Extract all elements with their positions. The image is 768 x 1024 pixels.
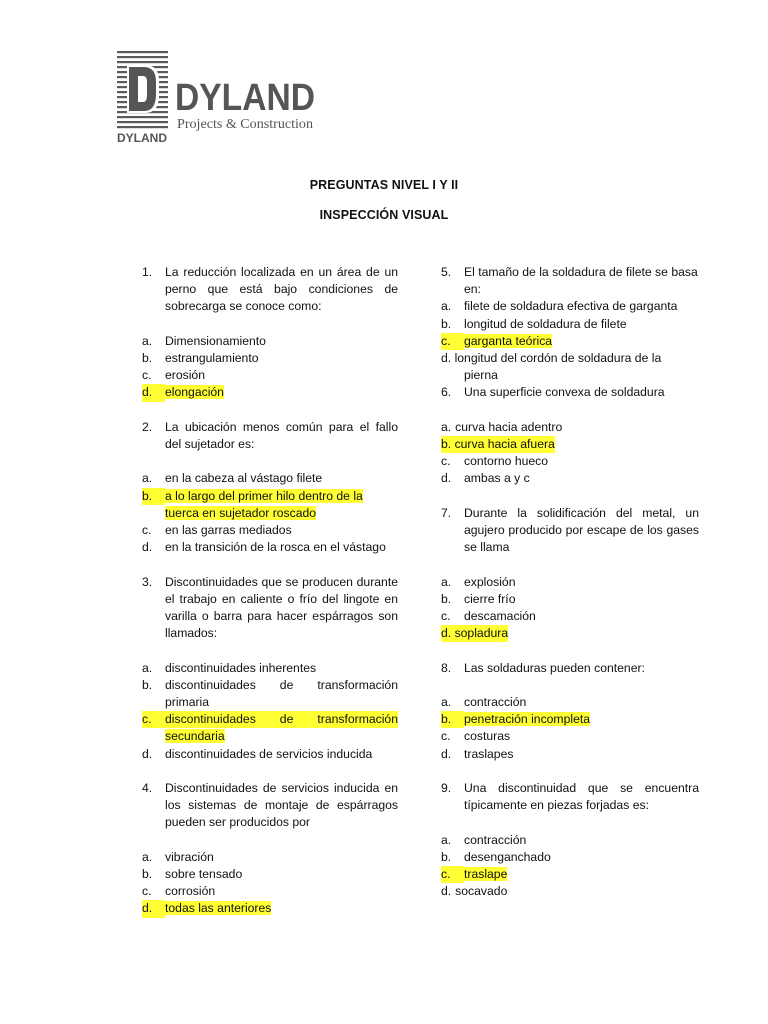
option-text: contracción bbox=[464, 695, 527, 709]
option-text-highlighted: garganta teórica bbox=[464, 333, 553, 348]
option-letter: d. bbox=[441, 746, 452, 761]
option-letter: d. bbox=[441, 884, 452, 899]
logo-brand: DYLAND bbox=[175, 77, 315, 119]
option-b[interactable] bbox=[142, 350, 398, 367]
option-text: traslapes bbox=[464, 746, 514, 761]
option-a[interactable] bbox=[142, 849, 398, 866]
doc-title: PREGUNTAS NIVEL I Y II bbox=[309, 178, 459, 192]
option-text: discontinuidades de servicios inducida bbox=[165, 746, 373, 761]
option-text-highlighted bbox=[441, 625, 508, 642]
option-d[interactable] bbox=[142, 539, 398, 556]
question-text: Las soldaduras pueden contener: bbox=[464, 660, 645, 675]
question-number: 1. bbox=[142, 265, 153, 279]
option-text: contorno hueco bbox=[464, 454, 549, 469]
option-letter: b. bbox=[142, 677, 153, 692]
option-d[interactable] bbox=[441, 883, 699, 900]
option-letter: a. bbox=[142, 660, 153, 675]
option-b[interactable] bbox=[142, 677, 398, 711]
option-letter: a. bbox=[142, 849, 153, 864]
option-letter: a. bbox=[441, 832, 452, 847]
option-a[interactable] bbox=[142, 470, 398, 487]
option-d-answer[interactable] bbox=[441, 625, 699, 642]
question-number: 6. bbox=[441, 385, 452, 400]
option-text: contracción bbox=[464, 832, 527, 847]
option-c[interactable] bbox=[142, 883, 398, 900]
option-text: en las garras mediados bbox=[165, 523, 292, 537]
option-a[interactable] bbox=[441, 574, 699, 591]
question-text: La ubicación menos común para el fallo del sujetador es: bbox=[165, 419, 398, 451]
question-1 bbox=[142, 264, 398, 316]
option-text: filete de soldadura efectiva de garganta bbox=[464, 299, 678, 314]
question-2 bbox=[142, 419, 398, 453]
option-letter: c. bbox=[441, 454, 451, 469]
left-column bbox=[142, 264, 398, 918]
question-6 bbox=[441, 384, 699, 401]
question-4 bbox=[142, 780, 398, 832]
option-text: costuras bbox=[464, 729, 511, 744]
option-a[interactable] bbox=[441, 419, 699, 436]
option-text: curva hacia adentro bbox=[455, 419, 563, 434]
option-b[interactable] bbox=[142, 866, 398, 883]
option-letter: a. bbox=[142, 471, 153, 486]
option-c[interactable] bbox=[142, 522, 398, 539]
option-c-answer[interactable] bbox=[142, 711, 398, 745]
option-letter: c. bbox=[142, 523, 152, 537]
option-letter: b. bbox=[142, 867, 153, 881]
question-9 bbox=[441, 780, 699, 814]
option-text: sopladura bbox=[454, 626, 509, 641]
option-text: ambas a y c bbox=[464, 471, 530, 486]
logo-tagline: Projects & Construction bbox=[177, 116, 314, 131]
question-text: Una discontinuidad que se encuentra típicamente en piezas forjadas es: bbox=[464, 781, 699, 813]
option-text: cierre frío bbox=[464, 591, 516, 606]
option-letter: a. bbox=[441, 574, 452, 589]
question-number: 7. bbox=[441, 505, 452, 520]
option-letter: d. bbox=[142, 900, 165, 917]
option-letter: b. bbox=[142, 488, 165, 505]
question-text: La reducción localizada en un área de un perno que está bajo condiciones de sobrecarga se conoce como: bbox=[165, 265, 398, 314]
option-letter: d. bbox=[142, 746, 153, 761]
option-text: sobre tensado bbox=[165, 867, 243, 881]
option-text-highlighted: a lo largo del primer hilo dentro de la bbox=[165, 488, 363, 503]
option-c-answer[interactable] bbox=[441, 333, 699, 350]
option-letter: d. bbox=[441, 351, 452, 366]
option-text: Dimensionamiento bbox=[165, 333, 266, 348]
option-text-highlighted: elongación bbox=[165, 385, 224, 400]
option-letter: b. bbox=[441, 849, 452, 864]
question-number: 3. bbox=[142, 574, 153, 589]
option-d[interactable] bbox=[441, 746, 699, 763]
option-b-answer[interactable] bbox=[142, 488, 398, 522]
option-c[interactable] bbox=[441, 608, 699, 625]
option-letter: c. bbox=[142, 711, 165, 728]
option-text-continued: pierna bbox=[464, 368, 498, 383]
option-text-highlighted: tuerca en sujetador roscado bbox=[165, 505, 317, 520]
option-letter: b. bbox=[441, 437, 452, 452]
option-letter: d. bbox=[142, 540, 153, 555]
option-c[interactable] bbox=[142, 367, 398, 384]
option-letter: a. bbox=[441, 695, 452, 709]
option-a[interactable] bbox=[441, 298, 699, 315]
question-number: 5. bbox=[441, 265, 452, 279]
option-letter: d. bbox=[441, 626, 452, 641]
option-text: longitud de soldadura de filete bbox=[464, 316, 627, 331]
option-text: descamación bbox=[464, 609, 536, 624]
option-text-highlighted: secundaria bbox=[165, 729, 225, 744]
option-letter: a. bbox=[441, 299, 452, 314]
question-text: Discontinuidades que se producen durante el trabajo en caliente o frío del lingote en varilla o barra para hacer espárragos son llamados: bbox=[165, 574, 398, 641]
option-b[interactable] bbox=[441, 849, 699, 866]
question-text: El tamaño de la soldadura de filete se basa en: bbox=[464, 265, 698, 297]
question-3 bbox=[142, 574, 398, 643]
option-text: erosión bbox=[165, 368, 205, 383]
option-letter: c. bbox=[441, 333, 464, 350]
question-number: 2. bbox=[142, 419, 153, 434]
option-text: desenganchado bbox=[464, 849, 551, 864]
option-a[interactable] bbox=[142, 660, 398, 677]
option-b[interactable] bbox=[441, 591, 699, 608]
option-letter: b. bbox=[441, 711, 464, 728]
question-number: 8. bbox=[441, 660, 452, 675]
option-text-highlighted: traslape bbox=[464, 867, 508, 881]
option-text: en la cabeza al vástago filete bbox=[165, 471, 323, 486]
option-text: discontinuidades de transformación primaria bbox=[165, 677, 398, 709]
option-b-answer[interactable] bbox=[441, 711, 699, 728]
option-c[interactable] bbox=[441, 728, 699, 745]
option-d[interactable] bbox=[441, 470, 699, 487]
option-letter: c. bbox=[441, 729, 451, 744]
option-text-highlighted: todas las anteriores bbox=[165, 901, 272, 916]
option-c[interactable] bbox=[441, 453, 699, 470]
option-d-answer[interactable] bbox=[142, 900, 398, 917]
logo-caption: DYLAND bbox=[117, 131, 167, 145]
question-5 bbox=[441, 264, 699, 298]
option-letter: c. bbox=[441, 609, 451, 624]
question-text: Discontinuidades de servicios inducida en los sistemas de montaje de espárragos pueden ser producidos por bbox=[165, 781, 398, 830]
question-number: 4. bbox=[142, 781, 153, 795]
question-8 bbox=[441, 660, 699, 677]
option-b-answer[interactable] bbox=[441, 436, 699, 453]
option-letter: a. bbox=[142, 333, 153, 348]
option-a[interactable] bbox=[441, 832, 699, 849]
dyland-logo bbox=[117, 51, 327, 146]
option-a[interactable] bbox=[441, 694, 699, 711]
option-text: estrangulamiento bbox=[165, 351, 259, 365]
question-7 bbox=[441, 505, 699, 557]
option-text: longitud del cordón de soldadura de la bbox=[454, 351, 662, 366]
option-a[interactable] bbox=[142, 333, 398, 350]
option-text: socavado bbox=[455, 884, 508, 899]
doc-subtitle: INSPECCIÓN VISUAL bbox=[319, 208, 449, 222]
logo-mark bbox=[117, 51, 327, 146]
option-letter: c. bbox=[441, 866, 464, 883]
option-text-highlighted: discontinuidades de transformación bbox=[165, 711, 398, 728]
option-letter: c. bbox=[142, 368, 152, 383]
option-letter: d. bbox=[142, 384, 165, 401]
option-text: explosión bbox=[464, 574, 516, 589]
option-b[interactable] bbox=[441, 316, 699, 333]
option-letter: d. bbox=[441, 471, 452, 486]
option-text: discontinuidades inherentes bbox=[165, 660, 317, 675]
option-text: curva hacia afuera bbox=[454, 437, 555, 452]
option-d[interactable] bbox=[142, 746, 398, 763]
option-letter: b. bbox=[142, 351, 153, 365]
option-letter: a. bbox=[441, 419, 452, 434]
right-column bbox=[441, 264, 699, 900]
option-text: en la transición de la rosca en el vástago bbox=[165, 540, 386, 555]
option-d[interactable] bbox=[441, 350, 699, 384]
option-c-answer[interactable] bbox=[441, 866, 699, 883]
question-text: Una superficie convexa de soldadura bbox=[464, 385, 665, 400]
option-text-highlighted bbox=[441, 436, 555, 453]
question-text: Durante la solidificación del metal, un agujero producido por escape de los gases se llama bbox=[464, 505, 699, 555]
option-text: vibración bbox=[165, 849, 214, 864]
option-d-answer[interactable] bbox=[142, 384, 398, 401]
question-number: 9. bbox=[441, 781, 452, 795]
option-text: corrosión bbox=[165, 884, 216, 899]
option-letter: c. bbox=[142, 884, 152, 899]
option-text-highlighted: penetración incompleta bbox=[464, 712, 591, 727]
option-letter: b. bbox=[441, 316, 452, 331]
option-letter: b. bbox=[441, 591, 452, 606]
